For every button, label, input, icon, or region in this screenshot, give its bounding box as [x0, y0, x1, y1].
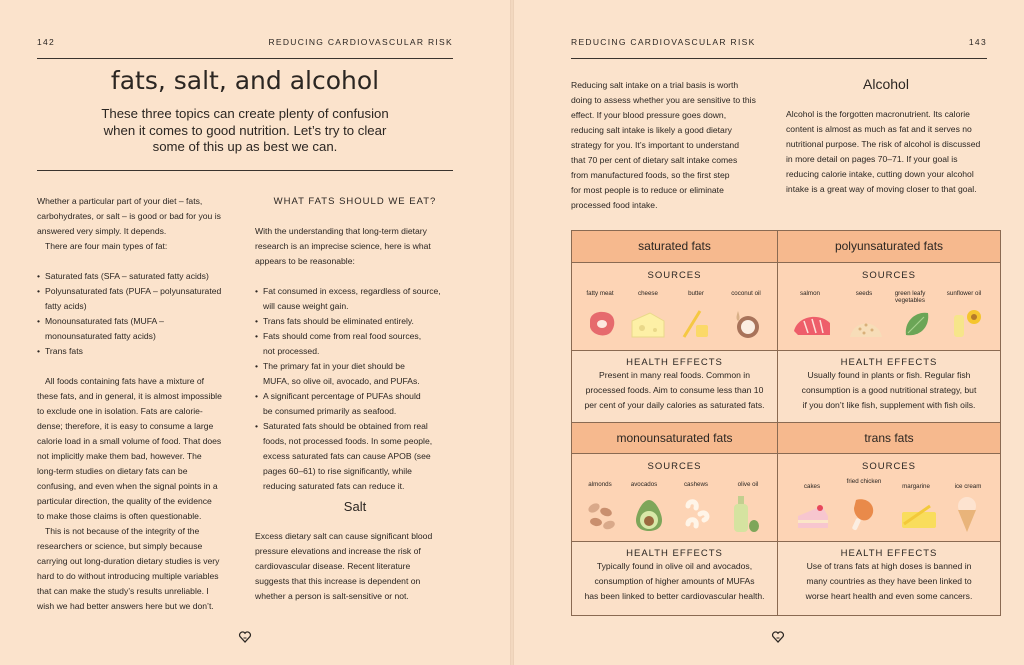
olive-oil-icon	[732, 494, 762, 534]
item-label: green leafy vegetables	[894, 290, 926, 304]
right-page	[514, 0, 1024, 665]
list-item-cont: foods, not processed foods. In some people,	[263, 436, 433, 446]
cake-icon	[796, 502, 830, 530]
header-rule	[571, 58, 987, 59]
item-label: cheese	[638, 290, 658, 297]
item-label: sunflower oil	[946, 290, 982, 297]
effects-label: HEALTH EFFECTS	[840, 548, 938, 559]
item-label: salmon	[800, 290, 820, 297]
almonds-icon	[584, 498, 618, 532]
table-divider	[572, 350, 1000, 351]
sunflower-oil-icon	[950, 305, 984, 339]
body-line: to exclude one in isolation. Fats are calorie-	[37, 406, 203, 416]
table-cell-title: polyunsaturated fats	[778, 231, 1000, 263]
intro-line: when it comes to good nutrition. Let’s try to clear	[103, 122, 387, 138]
list-item: • Trans fats	[37, 344, 237, 359]
body-line: Reducing salt intake on a trial basis is worth	[571, 80, 739, 90]
body-line: that can make the study’s results unreliable. I	[37, 586, 209, 596]
butter-icon	[680, 307, 710, 339]
body-line: content is almost as much as fat and it serves no	[786, 124, 972, 134]
effects-line: Usually found in plants or fish. Regular fish	[807, 370, 971, 380]
list-item-cont: MUFA, so olive oil, avocado, and PUFAs.	[263, 376, 420, 386]
cashews-icon	[682, 498, 712, 532]
effects-label: HEALTH EFFECTS	[626, 548, 723, 559]
list-item-cont: reducing saturated fats can reduce it.	[263, 481, 405, 491]
list-item-cont: monounsaturated fatty acids)	[45, 331, 156, 341]
body-line: This is not because of the integrity of the	[45, 526, 200, 536]
item-label: margarine	[902, 483, 930, 490]
table-divider	[777, 231, 778, 615]
item-label: butter	[688, 290, 704, 297]
list-item: • Saturated fats should be obtained from real	[255, 419, 460, 434]
item-label: seeds	[855, 290, 873, 297]
effects-text	[778, 368, 1000, 413]
effects-line: worse heart health and even some cancers.	[805, 591, 973, 601]
fats-bullets	[255, 284, 460, 494]
body-line: Whether a particular part of your diet – fats,	[37, 196, 203, 206]
page-number: 143	[968, 37, 987, 47]
effects-line: consumption of higher amounts of MUFAs	[594, 576, 755, 586]
body-line: carbohydrates, or salt – is good or bad for you is	[37, 211, 221, 221]
item-label: cashews	[683, 481, 709, 488]
sources-label: SOURCES	[862, 461, 916, 472]
effects-text	[572, 559, 777, 604]
sources-panel	[778, 263, 1000, 350]
body-line: Alcohol is the forgotten macronutrient. Its calorie	[786, 109, 970, 119]
body-line: researchers or science, but simply because	[37, 541, 203, 551]
list-item: • A significant percentage of PUFAs should	[255, 389, 460, 404]
list-item: • Trans fats should be eliminated entirely.	[255, 314, 460, 329]
sources-panel	[572, 454, 777, 541]
body-line: for most people is to reduce or eliminate	[571, 185, 724, 195]
list-item-cont: pages 60–61) to rise significantly, while	[263, 466, 412, 476]
running-head: REDUCING CARDIOVASCULAR RISK	[268, 37, 453, 47]
body-line: that 70 per cent of dietary salt intake comes	[571, 155, 738, 165]
avocado-icon	[634, 498, 664, 532]
effects-line: has been linked to better cardiovascular health.	[584, 591, 765, 601]
alcohol-heading: Alcohol	[863, 76, 909, 92]
intro-line: These three topics can create plenty of confusion	[101, 106, 389, 121]
heart-icon	[238, 630, 252, 644]
fried-chicken-icon	[848, 496, 882, 534]
list-item: • Saturated fats (SFA – saturated fatty acids)	[37, 269, 237, 284]
list-item: • Fats should come from real food sources,	[255, 329, 460, 344]
body-line: not implicitly make them bad, however. The	[37, 451, 202, 461]
table-cell-title: saturated fats	[572, 231, 777, 263]
body-line: research is an imprecise science, here is what	[255, 241, 431, 251]
left-page	[0, 0, 510, 665]
cheese-icon	[630, 311, 666, 339]
body-line: in more detail on pages 70–71. If your goal is	[786, 154, 958, 164]
body-line: answered very simply. It depends.	[37, 226, 167, 236]
list-item-cont: fatty acids)	[45, 301, 87, 311]
body-line: appears to be reasonable:	[255, 256, 355, 266]
body-line: from manufactured foods, so the first step	[571, 170, 730, 180]
body-line: All foods containing fats have a mixture of	[45, 376, 205, 386]
page-number: 142	[37, 37, 56, 47]
running-head: REDUCING CARDIOVASCULAR RISK	[571, 37, 756, 47]
leafy-vegetables-icon	[902, 309, 932, 339]
heart-icon	[771, 630, 785, 644]
body-line: intake is a great way of moving closer to that goal.	[786, 184, 977, 194]
effects-line: per cent of your daily calories as saturated fats.	[584, 400, 765, 410]
body-line: these fats, and in general, it is almost impossible	[37, 391, 222, 401]
effects-panel	[778, 350, 1000, 422]
body-line: pressure elevations and increase the risk of	[255, 546, 421, 556]
body-line: cardiovascular disease. Recent literature	[255, 561, 411, 571]
effects-text	[572, 368, 777, 413]
sources-label: SOURCES	[647, 461, 702, 472]
list-item: • Monounsaturated fats (MUFA –	[37, 314, 237, 329]
header-rule	[37, 58, 453, 59]
body-line: strategy for you. It’s important to understand	[571, 140, 739, 150]
ice-cream-icon	[954, 496, 980, 534]
effects-line: many countries as they have been linked to	[806, 576, 972, 586]
effects-line: Present in many real foods. Common in	[599, 370, 750, 380]
effects-line: Typically found in olive oil and avocados,	[596, 561, 753, 571]
table-divider	[572, 541, 1000, 542]
fatty-meat-icon	[586, 307, 618, 339]
body-line: reducing calorie intake, cutting down your alcohol	[786, 169, 974, 179]
effects-label: HEALTH EFFECTS	[840, 357, 938, 368]
body-line: doing to assess whether you are sensitive to this	[571, 95, 756, 105]
effects-line: consumption is a good nutritional strategy, but	[801, 385, 977, 395]
body-line: Excess dietary salt can cause significant blood	[255, 531, 433, 541]
list-item-cont: not processed.	[263, 346, 320, 356]
effects-line: Use of trans fats at high doses is banned in	[806, 561, 972, 571]
body-line: reducing salt intake is likely a good dietary	[571, 125, 732, 135]
column-2	[255, 224, 460, 494]
intro-line: some of this up as best we can.	[152, 139, 338, 154]
body-line: whether a person is salt-sensitive or not.	[255, 591, 409, 601]
item-label: fried chicken	[846, 478, 882, 485]
salt-continued	[571, 78, 776, 213]
sources-panel	[778, 454, 1000, 541]
salt-text	[255, 529, 460, 604]
effects-panel	[778, 541, 1000, 615]
body-line: to make those claims is often questionable.	[37, 511, 202, 521]
sources-label: SOURCES	[647, 270, 702, 281]
fats-heading: WHAT FATS SHOULD WE EAT?	[273, 196, 437, 207]
body-line: calorie load in a small volume of food. That does	[37, 436, 222, 446]
sources-panel	[572, 263, 777, 350]
coconut-oil-icon	[730, 307, 762, 339]
body-line: processed food intake.	[571, 200, 658, 210]
item-label: almonds	[588, 481, 612, 488]
body-line: carrying out long-duration dietary studies is very	[37, 556, 220, 566]
sources-label: SOURCES	[862, 270, 916, 281]
effects-panel	[572, 350, 777, 422]
body-line: effect. If your blood pressure goes down,	[571, 110, 727, 120]
effects-text	[778, 559, 1000, 604]
body-line: long-term studies on dietary fats can be	[37, 466, 188, 476]
effects-line: if you don’t like fish, supplement with fish oils.	[802, 400, 976, 410]
alcohol-text	[786, 107, 991, 197]
body-line: suggests that this increase is dependent on	[255, 576, 421, 586]
column-1	[37, 194, 237, 614]
item-label: avocados	[630, 481, 658, 488]
body-line: wish we had better answers here but we don’t.	[37, 601, 214, 611]
body-line: hard to do without introducing multiple variables	[37, 571, 219, 581]
body-line: dense; therefore, it is easy to consume a large	[37, 421, 214, 431]
list-item-cont: excess saturated fats can cause APOB (see	[263, 451, 431, 461]
list-item-cont: will cause weight gain.	[263, 301, 349, 311]
item-label: ice cream	[954, 483, 982, 490]
seeds-icon	[848, 309, 884, 339]
item-label: cakes	[803, 483, 821, 490]
item-label: olive oil	[737, 481, 759, 488]
list-item: • Fat consumed in excess, regardless of source,	[255, 284, 460, 299]
list-item: • Polyunsaturated fats (PUFA – polyunsaturated	[37, 284, 237, 299]
page-title: fats, salt, and alcohol	[110, 66, 380, 95]
intro-rule	[37, 170, 453, 171]
salmon-icon	[792, 311, 832, 337]
fats-table	[571, 230, 1001, 616]
item-label: coconut oil	[731, 290, 761, 297]
fat-types-list	[37, 269, 237, 359]
salt-heading: Salt	[343, 499, 367, 514]
body-line: nutritional purpose. The risk of alcohol is discussed	[786, 139, 981, 149]
list-item-cont: be consumed primarily as seafood.	[263, 406, 397, 416]
body-line: particular direction, the quality of the evidence	[37, 496, 212, 506]
intro	[37, 106, 453, 156]
body-line: confusing, and even when the signal points in a	[37, 481, 218, 491]
body-line: There are four main types of fat:	[45, 241, 168, 251]
margarine-icon	[900, 502, 938, 530]
table-cell-title: monounsaturated fats	[572, 422, 777, 454]
effects-label: HEALTH EFFECTS	[626, 357, 723, 368]
effects-panel	[572, 541, 777, 615]
item-label: fatty meat	[586, 290, 614, 297]
list-item: • The primary fat in your diet should be	[255, 359, 460, 374]
table-cell-title: trans fats	[778, 422, 1000, 454]
effects-line: processed foods. Aim to consume less than 10	[585, 385, 764, 395]
body-line: With the understanding that long-term dietary	[255, 226, 427, 236]
